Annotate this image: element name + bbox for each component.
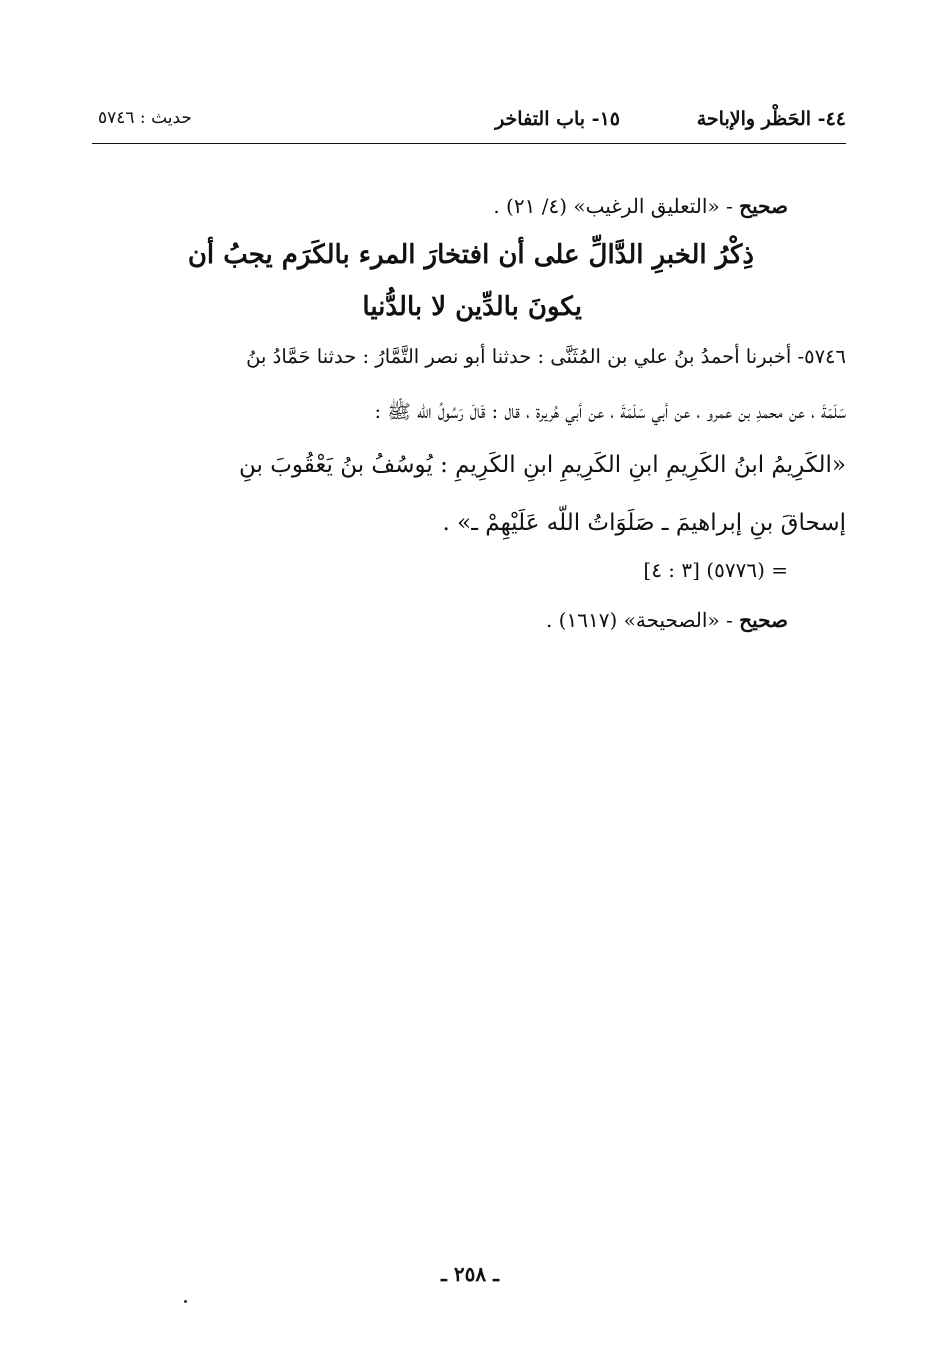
book-title: ٤٤- الحَظْر والإباحة	[696, 108, 846, 130]
section-heading-line-1: ذِكْرُ الخبرِ الدَّالِّ على أن افتخارَ المرء بالكَرَم يجبُ أن	[187, 240, 754, 270]
scan-speck	[184, 1300, 187, 1303]
section-heading-line-2: يكونَ بالدِّين لا بالدُّنيا	[362, 292, 582, 322]
hadith-isnad-line-2: سَلَمَةَ ، عن محمدِ بن عمرو ، عن أبي سَلَمَةَ ، عن أبي هُريرة ، قال : قَالَ رَسُولُ اللّه ﷺ :	[374, 400, 846, 423]
hadith-matn-line-1: «الكَرِيمُ ابنُ الكَرِيمِ ابنِ الكَرِيمِ ابنِ الكَرِيمِ : يُوسُفُ بنُ يَعْقُوبَ بنِ	[239, 452, 846, 478]
page-number: ـ ٢٥٨ ـ	[441, 1262, 499, 1286]
grading-bottom-source: - «الصحيحة» (١٦١٧) .	[545, 608, 740, 632]
grading-top-label: صحيح	[739, 194, 788, 218]
grading-bottom-label: صحيح	[739, 608, 788, 632]
grading-top-source: - «التعليق الرغيب» (٤/ ٢١) .	[493, 194, 740, 218]
grading-top	[493, 194, 788, 218]
running-header	[92, 104, 846, 138]
hadith-matn-line-2: إسحاقَ بنِ إبراهيمَ ـ صَلَوَاتُ اللّه عَلَيْهِمْ ـ» .	[442, 510, 846, 536]
header-divider	[92, 143, 846, 144]
cross-reference: = (٥٧٧٦) [٣ : ٤]	[643, 558, 788, 582]
chapter-title: ١٥- باب التفاخر	[495, 108, 620, 130]
hadith-isnad-line-1: ٥٧٤٦- أخبرنا أحمدُ بنُ علي بن المُثَنَّى : حدثنا أبو نصر التَّمَّارُ : حدثنا حَمَّادُ بنُ	[246, 345, 846, 368]
hadith-reference: حديث : ٥٧٤٦	[98, 108, 192, 128]
grading-bottom	[546, 608, 788, 632]
